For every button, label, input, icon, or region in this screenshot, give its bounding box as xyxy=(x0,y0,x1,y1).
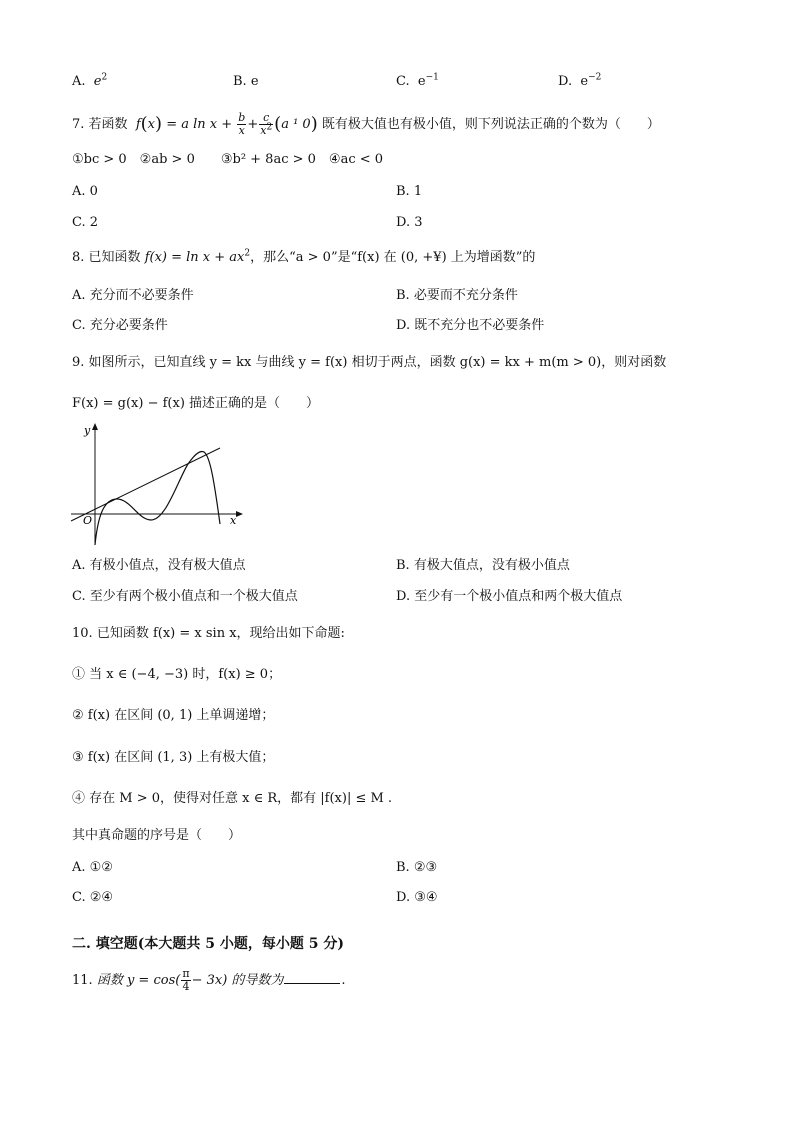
q7-fraction-c-x2: $\frac{c}{x^2}$ xyxy=(260,111,273,137)
q6-option-a: A. $e^2$ xyxy=(72,72,108,89)
q7-option-c: C. 2 xyxy=(72,215,99,230)
q7-option-b: B. 1 xyxy=(396,184,423,199)
q7-statements: ①bc > 0 ②ab > 0 ③b² + 8ac > 0 ④ac < 0 xyxy=(72,152,384,167)
q10-statement-2: ② f(x) 在区间 (0, 1) 上单调递增； xyxy=(72,708,275,723)
q8-option-b: B. 必要而不充分条件 xyxy=(396,288,518,303)
q6-option-b: B. e xyxy=(233,74,259,89)
q8-option-d: D. 既不充分也不必要条件 xyxy=(396,318,545,333)
q7-stem: 7. 若函数 f(x) = a ln x + $\frac{b}{x}$ + $\frac{c}{x^2}$ (a ¹ 0) 既有极大值也有极小值，则下列说法正确的个数为（ ） xyxy=(72,111,660,137)
y-axis-label: y xyxy=(84,424,91,437)
q10-ask: 其中真命题的序号是（ ） xyxy=(72,828,242,843)
q10-option-b: B. ②③ xyxy=(396,860,438,875)
origin-label: O xyxy=(83,514,93,527)
q9-stem-line1: 9. 如图所示，已知直线 y = kx 与曲线 y = f(x) 相切于两点，函数 g(x) = kx + m(m > 0)，则对函数 xyxy=(72,355,667,370)
q6-option-c: C. $e^{-1}$ xyxy=(396,72,439,89)
q9-option-c: C. 至少有两个极小值点和一个极大值点 xyxy=(72,589,298,604)
q9-option-b: B. 有极大值点，没有极小值点 xyxy=(396,558,570,573)
q8-option-c: C. 充分必要条件 xyxy=(72,318,168,333)
q6-option-d: D. $e^{-2}$ xyxy=(558,72,602,89)
q10-statement-4: ④ 存在 M > 0，使得对任意 x ∈ R，都有 |f(x)| ≤ M . xyxy=(72,791,393,806)
q9-option-d: D. 至少有一个极小值点和两个极大值点 xyxy=(396,589,623,604)
x-axis-arrow xyxy=(236,511,243,517)
q9-option-a: A. 有极小值点，没有极大值点 xyxy=(72,558,246,573)
q11-stem: 11. 函数 y = cos( $\frac{\pi}{4}$ − 3x) 的导数为 . xyxy=(72,967,346,993)
q7-option-d: D. 3 xyxy=(396,215,423,230)
q8-option-a: A. 充分而不必要条件 xyxy=(72,288,194,303)
q9-graph xyxy=(68,420,248,548)
q10-stem: 10. 已知函数 f(x) = x sin x，现给出如下命题: xyxy=(72,626,345,641)
x-axis-label: x xyxy=(230,514,237,527)
q8-stem: 8. 已知函数 $f(x) = \ln x + ax^2$，那么“a > 0”是“f(x) 在 (0, +¥) 上为增函数”的 xyxy=(72,248,536,265)
q10-option-a: A. ①② xyxy=(72,860,113,875)
q11-fraction: $\frac{\pi}{4}$ xyxy=(182,967,190,993)
q10-statement-1: ① 当 x ∈ (−4, −3) 时，f(x) ≥ 0； xyxy=(72,667,282,682)
y-axis-arrow xyxy=(92,423,98,430)
q9-stem-line2: F(x) = g(x) − f(x) 描述正确的是（ ） xyxy=(72,396,320,411)
tangent-line xyxy=(71,448,220,521)
q7-option-a: A. 0 xyxy=(72,184,98,199)
q11-answer-blank[interactable] xyxy=(284,972,340,984)
curve-f xyxy=(95,452,220,546)
q10-statement-3: ③ f(x) 在区间 (1, 3) 上有极大值； xyxy=(72,750,275,765)
q10-option-c: C. ②④ xyxy=(72,890,114,905)
q10-option-d: D. ③④ xyxy=(396,890,438,905)
q7-fraction-b-x: $\frac{b}{x}$ xyxy=(238,111,246,137)
section-title: 二. 填空题(本大题共 5 小题，每小题 5 分) xyxy=(72,936,344,952)
